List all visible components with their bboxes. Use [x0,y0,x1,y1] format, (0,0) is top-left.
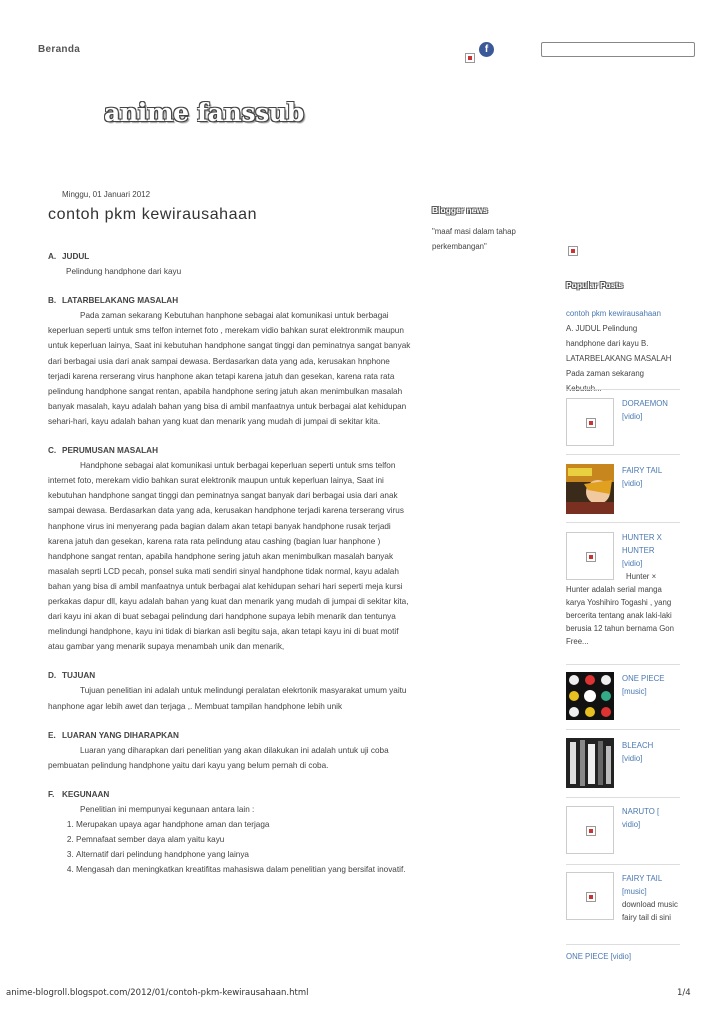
broken-image-icon [465,53,475,63]
list-item: 4. Mengasah dan meningkatkan kreatifitas mahasiswa dalam penelitian yang bersifat inovatif. [76,862,413,877]
section-paragraph: Pelindung handphone dari kayu [66,267,182,277]
divider [566,522,680,523]
footer-url: anime-blogroll.blogspot.com/2012/01/contoh-pkm-kewirausahaan.html [6,988,309,998]
popular-post-link[interactable]: BLEACH [622,741,654,750]
divider [566,797,680,798]
broken-image-icon [586,552,596,562]
popular-post-link[interactable]: HUNTER X HUNTER [622,533,662,555]
broken-image-icon [586,826,596,836]
popular-post-tag[interactable]: [vidio] [622,479,643,488]
popular-post-item[interactable] [622,872,682,924]
broken-image-icon [586,892,596,902]
popular-post-link[interactable]: NARUTO [ [622,807,660,816]
broken-image-icon [568,246,578,256]
section-heading: E. LUARAN YANG DIHARAPKAN [48,730,179,740]
page-number: 1/4 [677,988,691,998]
popular-post-snippet: A. JUDUL Pelindung handphone dari kayu B. LATARBELAKANG MASALAH Pada zaman sekarang [566,324,672,378]
fairy-tail-thumbnail-image [566,464,614,514]
list-item: 1. Merupakan upaya agar handphone aman dan terjaga [76,817,413,832]
popular-post-tag[interactable]: vidio] [622,820,641,829]
divider [566,389,680,390]
popular-post-snippet: Hunter × Hunter adalah serial manga karya Yoshihiro Togashi , yang bercerita tentang anak laki-laki berusia 12 tahun bernama Gon Free... [566,572,674,646]
popular-post-first[interactable] [566,306,678,396]
divider [566,944,680,945]
post-body [48,246,413,877]
list-item: 2. Pemnafaat sember daya alam yaitu kayu [76,832,413,847]
divider [566,729,680,730]
section-paragraph: Handphone sebagai alat komunikasi untuk berbagai keperluan seperti untuk sms telfon internet foto, merekam vidio bahkan surat elektronik maupun untuk keperluan lainya, Saat ini kebutuhan handphone sangat tinggi dan peminatnya sangat banyak dari berbagai usia dari anak sampai dewasa. Berdasarkan data yang ada, kerusakan handphone terjadi karena terserang virus hanphone virus ini menyerang pada bagian dalam akan tetapi banyak handphone rusak terjadi karena jatuh dan gesekan, karena rata rata pelindung atau cashing (bagian luar hanphone ) handphone sangat rentan, apabila handphone sering jatuh akan menimbulkan masalah banyak masalah seprti LCD pecah, ponsel suka mati sendiri sinyal handphone tidak normal, kayu adalah bahan yang bisa di ambil manfaatnya untuk berbagai alat kehidupan sehari hari seperti meja kursi perkakas dapur dll, kayu adalah bahan yang kuat dan menarik yang mudah di jumpai di sekitar kita, dari kayu ini akan di buat sebagai pelindung dari handphone supaya lebih menarik dan tentunya melindungi handphone, kayu ini tidak di biarkan asli begitu saja, akan tetapi kayu ini di buat motif atau gambar yang menarik supaya menambah unik dan menarik, [48,461,409,652]
popular-post-link[interactable]: FAIRY TAIL [622,874,663,883]
popular-post-item[interactable] [622,531,670,570]
popular-post-link[interactable]: contoh pkm kewirausahaan [566,309,661,318]
blogger-news-title: Blogger news [432,205,488,215]
popular-post-thumbnail[interactable] [566,672,614,720]
popular-post-tag[interactable]: [vidio] [622,754,643,763]
divider [566,864,680,865]
section-heading: C. PERUMUSAN MASALAH [48,446,158,456]
popular-post-link[interactable]: DORAEMON [622,399,668,408]
popular-posts-title: Popular Posts [566,280,624,290]
section-paragraph: Tujuan penelitian ini adalah untuk melindungi peralatan elekrtonik masyarakat umum yaitu hanphone agar lebih awet dan terjaga ,. Membuat tampilan handphone lebih unik [48,686,407,711]
popular-post-link[interactable]: FAIRY TAIL [622,466,663,475]
facebook-icon[interactable]: f [479,42,494,57]
popular-post-thumbnail[interactable] [566,806,614,854]
popular-post-item[interactable] [566,950,631,963]
popular-post-item[interactable] [622,672,682,698]
section-paragraph: Luaran yang diharapkan dari penelitian yang akan dilakukan ini adalah untuk uji coba pembuatan pelindung handphone yaitu dari kayu yang belum pernah di coba. [48,745,389,770]
popular-post-tag[interactable]: [music] [622,887,647,896]
broken-image-icon [586,418,596,428]
popular-post-thumbnail[interactable] [566,738,614,788]
popular-post-thumbnail[interactable] [566,398,614,446]
blog-title[interactable]: anime fanssub [104,98,304,127]
section-heading: B. LATARBELAKANG MASALAH [48,296,179,306]
section-heading: F. KEGUNAAN [48,789,110,799]
popular-post-tag[interactable]: [vidio] [622,412,643,421]
search-input[interactable] [541,42,695,57]
divider [566,454,680,455]
popular-post-link[interactable]: ONE PIECE [622,674,665,683]
nav-home-link[interactable]: Beranda [38,44,81,55]
popular-post-link[interactable]: ONE PIECE [566,952,609,961]
popular-post-item[interactable] [622,464,682,490]
popular-post-item[interactable] [622,397,682,423]
popular-post-tag[interactable]: [vidio] [610,952,632,961]
popular-post-tag[interactable]: [vidio] [622,559,643,568]
divider [566,664,680,665]
popular-post-tag[interactable]: [music] [622,687,647,696]
popular-post-thumbnail[interactable] [566,872,614,920]
kegunaan-list [48,817,413,877]
list-item: 3. Alternatif dari pelindung handphone yang lainya [76,847,413,862]
section-heading: D. TUJUAN [48,671,96,681]
one-piece-thumbnail-image [566,672,614,720]
post-date: Minggu, 01 Januari 2012 [62,190,151,199]
section-paragraph: Pada zaman sekarang Kebutuhan hanphone sebagai alat komunikasi untuk berbagai keperluan seperti untuk sms telfon internet foto , merekam vidio bahkan surat elektronmik maupun untuk keperluan lainya, Saat ini kebutuhan handphone sangat tinggi dan peminatnya sangat banyak dari berbagai usia dari anak sampai dewasa. Berdasarkan data yang ada, kerusakan hnphone terjadi karena rerserang virus hanphone akan tetapi karena jatuh dan gesekan, karena rata rata pelindung handphone sangat rentan, apabila handphone sering jatuh akan menimbulkan masalah banyak masalah, kayu adalah bahan yang bisa di ambil manfaatnya untuk berbagai alat kehidupan sehari-hari, kayu adalah bahan yang kuat dan menarik yang mudah di jumpai di sekitar kita. [48,311,411,426]
popular-post-thumbnail[interactable] [566,464,614,514]
post-title[interactable]: contoh pkm kewirausahaan [48,206,258,223]
popular-post-snippet: download music fairy tail di sini [622,900,678,922]
section-heading: A. JUDUL [48,252,90,261]
popular-post-item[interactable] [622,805,682,831]
popular-post-item[interactable] [622,739,682,765]
section-paragraph: Penelitian ini mempunyai kegunaan antara lain : [80,805,255,814]
bleach-thumbnail-image [566,738,614,788]
blogger-news-text: "maaf masi dalam tahap perkembangan" [432,227,516,251]
